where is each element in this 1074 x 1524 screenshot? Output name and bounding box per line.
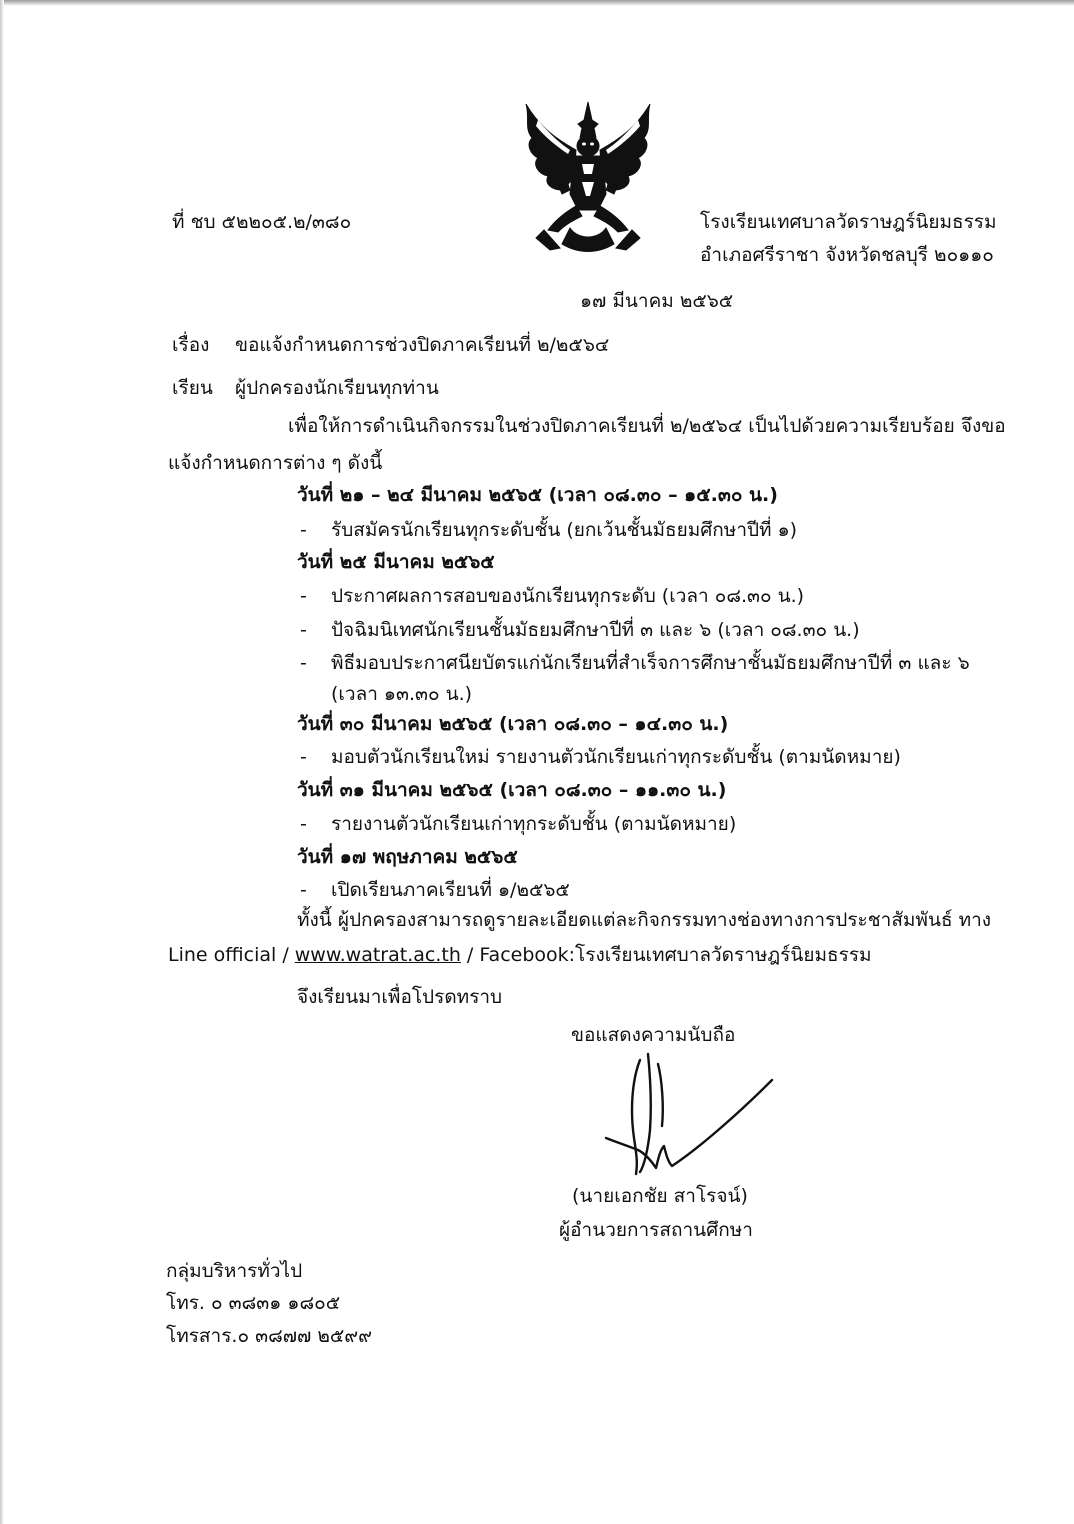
facebook-text: / Facebook:โรงเรียนเทศบาลวัดราษฎร์นิยมธรรม <box>460 944 872 966</box>
school-website-link[interactable]: www.watrat.ac.th <box>294 944 461 966</box>
schedule-date-4: วันที่ ๓๑ มีนาคม ๒๕๖๕ (เวลา ๐๘.๓๐ – ๑๑.๓๐ น.) <box>297 779 727 801</box>
channels-text: Line official / <box>168 944 295 966</box>
school-address: อำเภอศรีราชา จังหวัดชลบุรี ๒๐๑๑๐ <box>700 244 994 266</box>
subject-text: ขอแจ้งกำหนดการช่วงปิดภาคเรียนที่ ๒/๒๕๖๔ <box>235 334 610 356</box>
schedule-item: มอบตัวนักเรียนใหม่ รายงานตัวนักเรียนเก่าทุกระดับชั้น (ตามนัดหมาย) <box>331 746 901 768</box>
reference-number: ที่ ชบ ๕๒๒๐๕.๒/๓๘๐ <box>172 211 352 233</box>
recipient-label: เรียน <box>172 377 213 399</box>
intro-line-2: แจ้งกำหนดการต่าง ๆ ดังนี้ <box>168 452 383 474</box>
schedule-item: รับสมัครนักเรียนทุกระดับชั้น (ยกเว้นชั้นมัธยมศึกษาปีที่ ๑) <box>331 519 798 541</box>
scan-edge-left <box>0 0 4 1524</box>
schedule-date-3: วันที่ ๓๐ มีนาคม ๒๕๖๕ (เวลา ๐๘.๓๐ – ๑๔.๓๐ น.) <box>297 713 729 735</box>
bullet-dash: - <box>300 619 307 641</box>
schedule-item: เปิดเรียนภาคเรียนที่ ๑/๒๕๖๕ <box>331 879 570 901</box>
bullet-dash: - <box>300 652 307 674</box>
schedule-item: พิธีมอบประกาศนียบัตรแก่นักเรียนที่สำเร็จการศึกษาชั้นมัธยมศึกษาปีที่ ๓ และ ๖ <box>331 652 970 674</box>
schedule-date-5: วันที่ ๑๗ พฤษภาคม ๒๕๖๕ <box>297 846 518 868</box>
schedule-date-1: วันที่ ๒๑ – ๒๔ มีนาคม ๒๕๖๕ (เวลา ๐๘.๓๐ – ๑๕.๓๐ น.) <box>297 484 778 506</box>
school-name: โรงเรียนเทศบาลวัดราษฎร์นิยมธรรม <box>700 211 997 233</box>
closing-line-1: ทั้งนี้ ผู้ปกครองสามารถดูรายละเอียดแต่ละกิจกรรมทางช่องทางการประชาสัมพันธ์ ทาง <box>297 909 992 931</box>
bullet-dash: - <box>300 813 307 835</box>
signer-position: ผู้อำนวยการสถานศึกษา <box>559 1219 753 1241</box>
signature-image <box>592 1050 792 1180</box>
garuda-emblem-icon <box>518 98 658 254</box>
bullet-dash: - <box>300 585 307 607</box>
department-name: กลุ่มบริหารทั่วไป <box>166 1260 303 1282</box>
document-date: ๑๗ มีนาคม ๒๕๖๕ <box>580 290 734 312</box>
regards-text: ขอแสดงความนับถือ <box>571 1024 736 1046</box>
signer-name: (นายเอกชัย สาโรจน์) <box>572 1185 748 1207</box>
fax: โทรสาร.๐ ๓๘๗๗ ๒๕๙๙ <box>166 1325 373 1347</box>
bullet-dash: - <box>300 519 307 541</box>
schedule-date-2: วันที่ ๒๕ มีนาคม ๒๕๖๕ <box>297 551 495 573</box>
bullet-dash: - <box>300 879 307 901</box>
scan-edge <box>0 0 1074 6</box>
schedule-item-continued: (เวลา ๑๓.๓๐ น.) <box>331 683 473 705</box>
schedule-item: ปัจฉิมนิเทศนักเรียนชั้นมัธยมศึกษาปีที่ ๓ และ ๖ (เวลา ๐๘.๓๐ น.) <box>331 619 860 641</box>
schedule-item: รายงานตัวนักเรียนเก่าทุกระดับชั้น (ตามนัดหมาย) <box>331 813 737 835</box>
schedule-item: ประกาศผลการสอบของนักเรียนทุกระดับ (เวลา ๐๘.๓๐ น.) <box>331 585 805 607</box>
intro-line-1: เพื่อให้การดำเนินกิจกรรมในช่วงปิดภาคเรียนที่ ๒/๒๕๖๔ เป็นไปด้วยความเรียบร้อย จึงขอ <box>288 415 1006 437</box>
closing-line-2 <box>168 943 872 967</box>
closing-line-3: จึงเรียนมาเพื่อโปรดทราบ <box>297 986 503 1008</box>
subject-label: เรื่อง <box>172 334 210 356</box>
bullet-dash: - <box>300 746 307 768</box>
recipient-text: ผู้ปกครองนักเรียนทุกท่าน <box>235 377 439 399</box>
telephone: โทร. ๐ ๓๘๓๑ ๑๘๐๕ <box>166 1292 341 1314</box>
